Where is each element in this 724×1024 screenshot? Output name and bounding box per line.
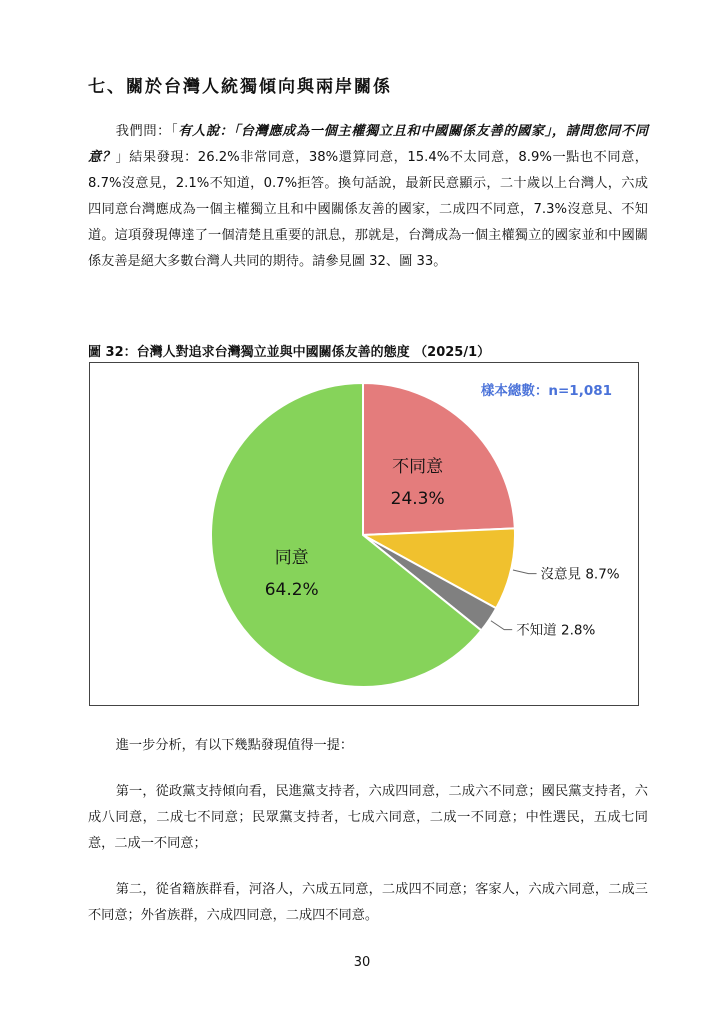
pie-label-2: 不知道 2.8% xyxy=(516,622,596,639)
pie-slices xyxy=(211,383,515,687)
pie-leader-2 xyxy=(491,621,512,630)
figure-frame xyxy=(89,362,639,706)
pie-label-1: 沒意見 8.7% xyxy=(540,566,620,583)
paragraph-party-analysis: 第一，從政黨支持傾向看，民進黨支持者，六成四同意，二成六不同意；國民黨支持者，六成八同意，二成七不同意；民眾黨支持者，七成六同意，二成一不同意；中性選民，五成七同意，二成一不同意； xyxy=(88,784,648,851)
sample-size-note: 樣本總數：n=1,081 xyxy=(480,383,612,399)
pie-label-value-3: 64.2% xyxy=(264,580,319,601)
pie-label-name-3: 同意 xyxy=(274,548,309,569)
survey-question: 有人說：「台灣應成為一個主權獨立且和中國關係友善的國家」，請問您同不同意？ xyxy=(88,124,649,165)
paragraph-rest: 」結果發現：26.2%非常同意，38%還算同意，15.4%不太同意，8.9%一點也不同意，8.7%沒意見，2.1%不知道，0.7%拒答。換句話說，最新民意顯示，二十歲以上台灣人，六成四同意台灣應成為一個主權獨立且和中國關係友善的國家，二成四不同意，7.3%沒意見、不知道。這項發現傳達了一個清楚且重要的訊息，那就是，台灣成為一個主權獨立的國家並和中國關係友善是絕大多數台灣人共同的期待。請參見圖 32、圖 33。 xyxy=(88,150,648,269)
paragraph-survey-result xyxy=(88,119,648,275)
paragraph-lead: 我們問：「 xyxy=(115,124,179,139)
paragraph-ethnic-analysis: 第二，從省籍族群看，河洛人，六成五同意，二成四不同意；客家人，六成六同意，二成三不同意；外省族群，六成四同意，二成四不同意。 xyxy=(88,882,648,923)
pie-label-name-0: 不同意 xyxy=(392,456,444,477)
pie-leader-1 xyxy=(513,570,537,574)
page-number: 30 xyxy=(353,955,371,970)
pie-label-value-0: 24.3% xyxy=(390,488,445,509)
pie-chart xyxy=(90,363,638,705)
paragraph-analysis-intro: 進一步分析，有以下幾點發現值得一提： xyxy=(115,738,354,753)
figure-caption: 圖 32：台灣人對追求台灣獨立並與中國關係友善的態度 （2025/1） xyxy=(88,345,491,360)
section-heading: 七、關於台灣人統獨傾向與兩岸關係 xyxy=(88,77,392,97)
